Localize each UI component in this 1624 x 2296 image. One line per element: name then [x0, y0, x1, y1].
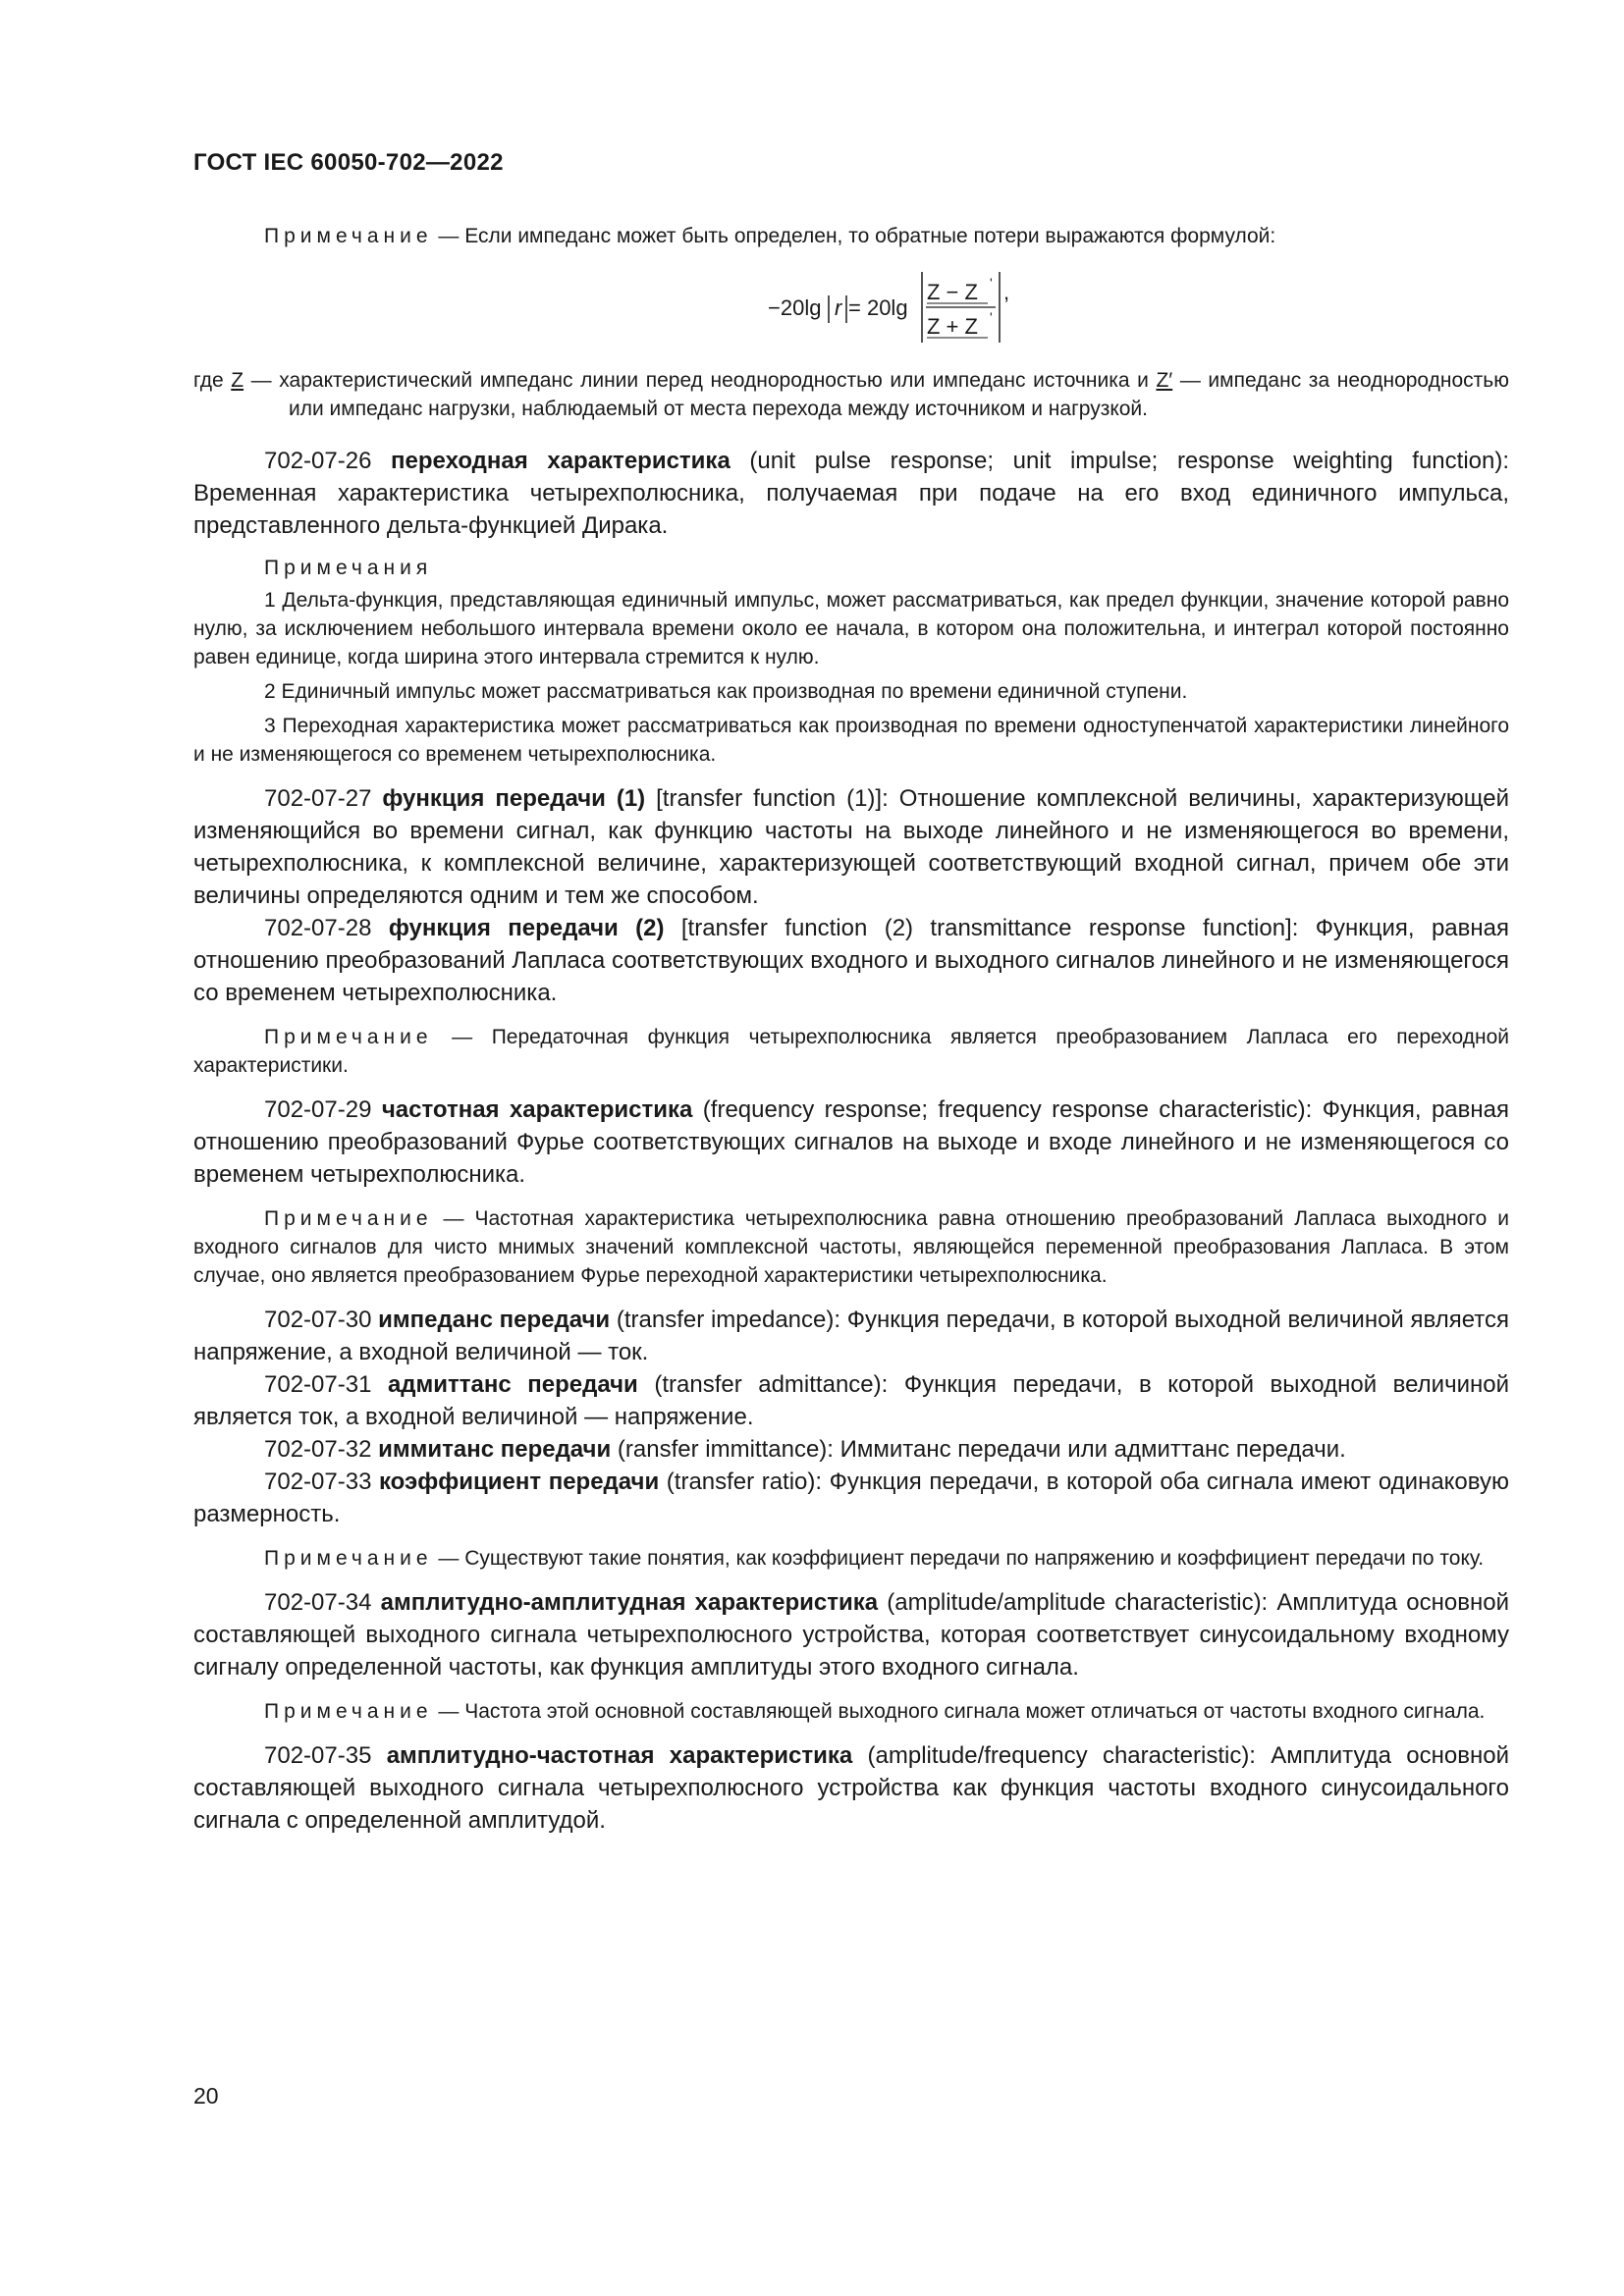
entry-702-07-33: 702-07-33 коэффициент передачи (transfer ratio): Функция передачи, в которой оба сигнала имеют одинаковую размерность. — [193, 1468, 1510, 1527]
document-header: ГОСТ IEC 60050-702—2022 — [193, 149, 504, 176]
formula-left: −20lg — [768, 295, 822, 320]
formula-numerator: Z − Z — [927, 280, 978, 304]
note-label: Примечание — [264, 1026, 433, 1048]
page-number: 20 — [193, 2083, 219, 2109]
entry-702-07-26: 702-07-26 переходная характеристика (unit pulse response; unit impulse; response weighting function): Временная характеристика четырехполюсника, получаемая при подаче на его вход единичного импульса, представленного дельта-функцией Дирака. — [193, 448, 1510, 539]
notes-heading: Примечания — [264, 557, 433, 579]
formula-svg — [768, 266, 1023, 350]
term-heading: адмиттанс передачи — [387, 1371, 638, 1398]
entry-702-07-34: 702-07-34 амплитудно-амплитудная характеристика (amplitude/amplitude characteristic): Амплитуда основной составляющей выходного сигнала четырехполюсного устройства, которая соответствует синусоидальному входному сигналу определенной частоты, как функция амплитуды этого входного сигнала. — [193, 1589, 1509, 1681]
formula-comma: , — [1003, 280, 1010, 304]
formula-prime-den: ' — [990, 309, 993, 325]
formula-r: r — [835, 295, 842, 320]
entry-702-07-29: 702-07-29 частотная характеристика (frequency response; frequency response characteristic): Функция, равная отношению преобразований Фурье соответствующих сигналов на выходе и входе линейного и не изменяющегося со временем четырехполюсника. — [193, 1096, 1509, 1188]
formula-eq: = 20lg — [848, 295, 908, 320]
term-heading: переходная характеристика — [391, 448, 731, 474]
formula-note: Примечание — Если импеданс может быть определен, то обратные потери выражаются формулой: — [264, 225, 1276, 247]
term-heading: иммитанс передачи — [378, 1436, 612, 1463]
page-content — [193, 222, 1509, 1837]
entry-702-07-27: 702-07-27 функция передачи (1) [transfer function (1)]: Отношение комплексной величины, характеризующей изменяющийся во времени сигнал, как функцию частоты на выходе линейного и не изменяющегося во времени, четырехполюсника, к комплексной величине, характеризующей соответствующий входной сигнал, причем обе эти величины определяются одним и тем же способом. — [193, 785, 1509, 909]
formula-denominator: Z + Z — [927, 314, 978, 339]
note-item: 3 Переходная характеристика может рассматриваться как производная по времени одноступенчатой характеристики линейного и не изменяющегося со временем четырехполюсника. — [193, 715, 1509, 766]
entry-note: Примечание — Частотная характеристика четырехполюсника равна отношению преобразований Лапласа выходного и входного сигналов для чисто мнимых значений комплексной частоты, являющейся переменной преобразования Лапласа. В этом случае, оно является преобразованием Фурье переходной характеристики четырехполюсника. — [193, 1207, 1509, 1287]
term-heading: коэффициент передачи — [378, 1468, 660, 1495]
formula-prime-num: ' — [990, 275, 993, 291]
term-heading: импеданс передачи — [378, 1307, 611, 1333]
entry-note: Примечание — Передаточная функция четырехполюсника является преобразованием Лапласа его переходной характеристики. — [193, 1026, 1509, 1077]
entry-702-07-35: 702-07-35 амплитудно-частотная характеристика (amplitude/frequency characteristic): Амплитуда основной составляющей выходного сигнала четырехполюсного устройства как функция частоты входного синусоидального сигнала с определенной амплитудой. — [193, 1742, 1509, 1834]
note-item: 2 Единичный импульс может рассматриваться как производная по времени единичной ступени. — [264, 680, 1188, 703]
term-heading: частотная характеристика — [381, 1096, 693, 1123]
term-heading: амплитудно-амплитудная характеристика — [380, 1589, 879, 1616]
term-heading: амплитудно-частотная характеристика — [386, 1742, 853, 1769]
entry-note: Примечание — Частота этой основной составляющей выходного сигнала может отличаться от частоты входного сигнала. — [264, 1700, 1486, 1723]
note-label: Примечание — [264, 225, 433, 247]
return-loss-formula — [282, 266, 1509, 350]
var-z-prime: Z′ — [1156, 369, 1173, 392]
entry-702-07-28: 702-07-28 функция передачи (2) [transfer function (2) transmittance response function]: Функция, равная отношению преобразований Лапласа соответствующих входного и выходного сигналов линейного и не изменяющегося со временем четырехполюсника. — [193, 915, 1509, 1006]
term-heading: функция передачи (1) — [382, 785, 646, 812]
entry-702-07-32: 702-07-32 иммитанс передачи (ransfer immittance): Иммитанс передачи или адмиттанс передачи. — [264, 1436, 1346, 1463]
var-z: Z — [231, 369, 244, 392]
entry-702-07-31: 702-07-31 адмиттанс передачи (transfer admittance): Функция передачи, в которой выходной величиной является ток, а входной величиной — напряжение. — [193, 1371, 1509, 1430]
formula-explanation: где Z — характеристический импеданс линии перед неоднородностью или импеданс источника и Z′ — импеданс за неоднородностью или импеданс нагрузки, наблюдаемый от места перехода между источником и нагрузкой. — [193, 369, 1509, 420]
term-heading: функция передачи (2) — [388, 915, 665, 941]
note-label: Примечание — [264, 1547, 433, 1570]
entry-note: Примечание — Существуют такие понятия, как коэффициент передачи по напряжению и коэффициент передачи по току. — [264, 1547, 1485, 1570]
note-item: 1 Дельта-функция, представляющая единичный импульс, может рассматриваться, как предел функции, значение которой равно нулю, за исключением небольшого интервала времени около ее начала, в котором она положительна, и интеграл которой постоянно равен единице, когда ширина этого интервала стремится к нулю. — [193, 589, 1509, 668]
entry-702-07-30: 702-07-30 импеданс передачи (transfer impedance): Функция передачи, в которой выходной величиной является напряжение, а входной величиной — ток. — [193, 1307, 1510, 1365]
note-label: Примечание — [264, 1700, 433, 1723]
note-label: Примечание — [264, 1207, 433, 1230]
